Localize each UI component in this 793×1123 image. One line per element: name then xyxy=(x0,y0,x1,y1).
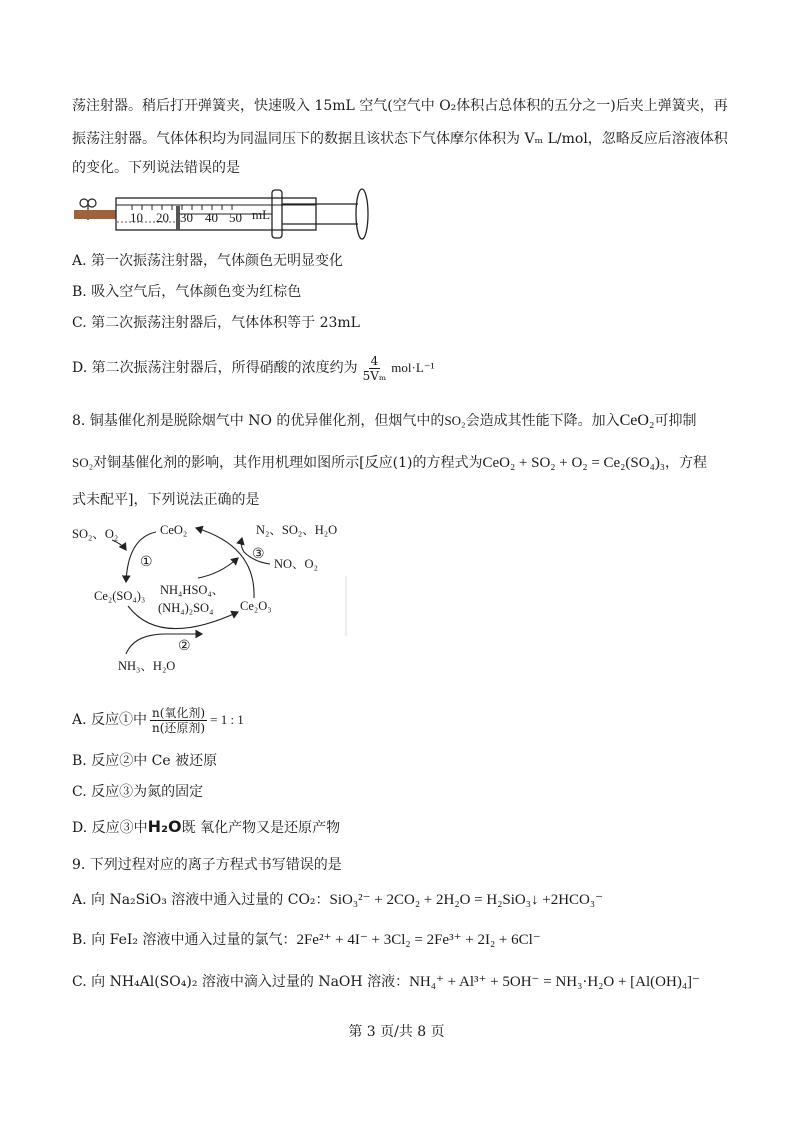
q8-option-d-text: D. 反应③中 xyxy=(72,820,148,836)
intro-line-2: 振荡注射器。气体体积均为同温同压下的数据且该状态下气体摩尔体积为 Vₘ L/mol，忽略反应后溶液体积 xyxy=(72,131,728,147)
scale-unit: mL xyxy=(252,207,271,222)
q8-option-a xyxy=(72,704,244,736)
q9-option-c-text: C. 向 NH₄Al(SO₄)₂ 溶液中滴入过量的 NaOH 溶液： xyxy=(72,974,410,990)
q8-option-c: C. 反应③为氮的固定 xyxy=(72,784,204,800)
q9-option-b xyxy=(72,930,541,950)
label-nh3-h2o: NH₃、H₂O xyxy=(118,659,176,673)
q8-stem-line-3: 式未配平]，下列说法正确的是 xyxy=(72,492,260,508)
q7-option-a: A. 第一次振荡注射器，气体颜色无明显变化 xyxy=(72,253,344,269)
q8-text: 对铜基催化剂的影响，其作用机理如图所示[反应(1)的方程式为 xyxy=(93,455,483,471)
label-no-o2: NO、O₂ xyxy=(274,557,318,571)
fraction-denominator: 5Vₘ xyxy=(362,368,387,383)
fraction-numerator: n(氧化剂) xyxy=(152,705,206,720)
scale-label: 30 xyxy=(180,210,193,225)
ratio-fraction xyxy=(150,706,207,735)
q8-option-d-text: 既 氧化产物又是还原产物 xyxy=(181,820,341,836)
q8-option-b: B. 反应②中 Ce 被还原 xyxy=(72,753,218,769)
fraction-denominator: n(还原剂) xyxy=(152,720,206,735)
q8-option-d xyxy=(72,817,340,838)
q8-stem-line-1 xyxy=(72,411,697,431)
reaction-1-equation: CeO₂ + SO₂ + O₂ = Ce₂(SO₄)₃ xyxy=(482,455,666,471)
label-ceo2: CeO₂ xyxy=(160,523,188,537)
mechanism-diagram xyxy=(70,516,360,676)
label-so2-o2: SO₂、O₂ xyxy=(72,527,119,541)
ceo2-formula: CeO₂ xyxy=(619,412,655,429)
q7-option-c: C. 第二次振荡注射器后，气体体积等于 23mL xyxy=(72,315,360,331)
h2o-formula: H₂O xyxy=(147,817,182,836)
concentration-fraction xyxy=(361,354,389,383)
intro-line-3: 的变化。下列说法错误的是 xyxy=(72,160,240,176)
q9-option-a-equation: SiO₃²⁻ + 2CO₂ + 2H₂O = H₂SiO₃↓ +2HCO₃⁻ xyxy=(329,892,604,908)
q9-stem: 9. 下列过程对应的离子方程式书写错误的是 xyxy=(72,857,342,873)
q7-option-d xyxy=(72,350,435,386)
concentration-unit: mol·L⁻¹ xyxy=(391,360,435,375)
q7-option-b: B. 吸入空气后，气体颜色变为红棕色 xyxy=(72,284,302,300)
label-ce2o3: Ce₂O₃ xyxy=(240,599,272,613)
q8-text: 可抑制 xyxy=(654,413,697,429)
scale-label: 40 xyxy=(205,210,218,225)
q8-stem-line-2 xyxy=(72,453,707,473)
reaction-2-marker: ② xyxy=(178,639,191,654)
scale-label: 10 xyxy=(130,210,143,225)
label-nh42so4: (NH₄)₂SO₄ xyxy=(158,601,214,615)
q9-option-b-text: B. 向 FeI₂ 溶液中通入过量的氯气： xyxy=(72,932,297,948)
label-ce2so43: Ce₂(SO₄)₃ xyxy=(94,589,146,603)
page-footer: 第 3 页/共 8 页 xyxy=(348,1024,445,1040)
q8-text: ，方程 xyxy=(665,455,708,471)
syringe-plunger xyxy=(176,189,368,239)
reaction-1-marker: ① xyxy=(140,555,153,570)
scale-label: 20 xyxy=(156,210,169,225)
so2-formula: SO₂ xyxy=(72,455,94,470)
q9-option-c-equation: NH₄⁺ + Al³⁺ + 5OH⁻ = NH₃·H₂O + [Al(OH)₄]⁻ xyxy=(409,974,700,990)
ratio-value: = 1 : 1 xyxy=(210,712,244,727)
arrow-to-ammonium-salts xyxy=(198,558,238,578)
arrow-so2-in xyxy=(112,540,126,550)
q8-option-a-text: A. 反应①中 xyxy=(72,712,148,728)
q8-text: 8. 铜基催化剂是脱除烟气中 NO 的优异催化剂，但烟气中的 xyxy=(72,413,445,429)
q9-option-a xyxy=(72,890,603,910)
so2-formula: SO₂ xyxy=(444,413,466,428)
intro-line-1: 荡注射器。稍后打开弹簧夹，快速吸入 15mL 空气(空气中 O₂体积占总体积的五分之一)后夹上弹簧夹，再 xyxy=(72,98,728,114)
q7-option-d-text: D. 第二次振荡注射器后，所得硝酸的浓度约为 xyxy=(72,360,358,376)
syringe-diagram xyxy=(72,186,382,244)
rubber-tube xyxy=(74,210,116,219)
q9-option-a-text: A. 向 Na₂SiO₃ 溶液中通入过量的 CO₂： xyxy=(72,892,330,908)
scale-label: 50 xyxy=(229,210,242,225)
label-n2-products: N₂、SO₂、H₂O xyxy=(256,523,338,537)
reaction-3-marker: ③ xyxy=(252,547,265,562)
q8-text: 会造成其性能下降。加入 xyxy=(465,413,620,429)
label-nh4hso4: NH₄HSO₄、 xyxy=(160,583,225,597)
q9-option-b-equation: 2Fe²⁺ + 4I⁻ + 3Cl₂ = 2Fe³⁺ + 2I₂ + 6Cl⁻ xyxy=(296,932,541,948)
arrow-nh3-in xyxy=(126,634,202,654)
fraction-numerator: 4 xyxy=(370,353,379,368)
q9-option-c xyxy=(72,972,700,992)
